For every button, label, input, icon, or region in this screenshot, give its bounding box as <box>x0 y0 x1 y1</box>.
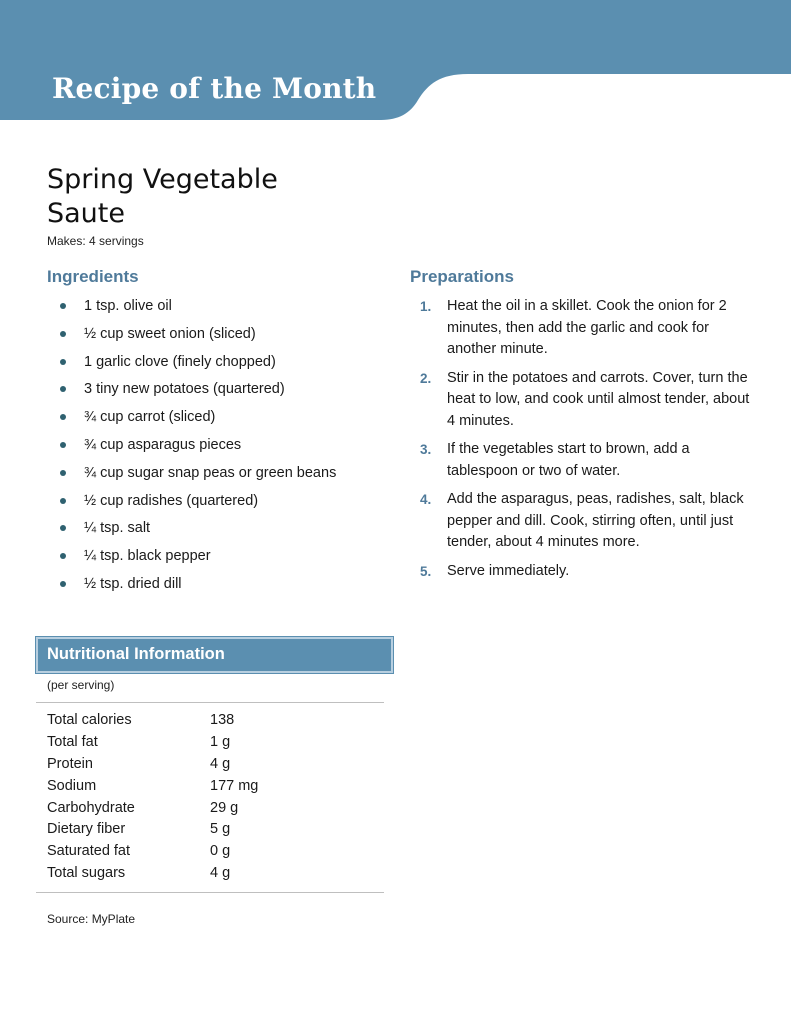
preparation-step <box>420 489 750 554</box>
nutrition-row <box>47 732 347 754</box>
nutrient-value: 177 mg <box>210 777 259 794</box>
ingredients-heading: Ingredients <box>47 267 139 286</box>
recipe-title-line1: Spring Vegetable <box>47 164 278 195</box>
ingredient-item <box>60 574 336 602</box>
source-note: Source: MyPlate <box>47 912 136 926</box>
nutrition-row <box>47 776 347 798</box>
bullet-icon <box>60 331 66 337</box>
nutrient-label: Saturated fat <box>47 843 131 860</box>
preparations-heading: Preparations <box>410 267 514 286</box>
bullet-icon <box>60 442 66 448</box>
step-text: Stir in the potatoes and carrots. Cover, turn the heat to low, and cook until almost tender, about 4 minutes. <box>447 369 750 429</box>
ingredient-item <box>60 324 336 352</box>
ingredient-text: 1 tsp. olive oil <box>84 298 172 314</box>
nutrition-row <box>47 754 347 776</box>
per-serving-note: (per serving) <box>47 678 115 692</box>
preparations-list <box>420 296 750 589</box>
nutrient-label: Total calories <box>47 712 132 728</box>
nutrient-label: Carbohydrate <box>47 799 135 816</box>
nutrition-row <box>47 819 347 841</box>
ingredient-item <box>60 435 336 463</box>
nutrient-value: 138 <box>210 712 235 728</box>
ingredient-text: ¾ cup asparagus pieces <box>84 436 242 453</box>
nutrient-value: 0 g <box>210 843 231 860</box>
step-number: 2. <box>420 370 432 386</box>
bullet-icon <box>60 359 66 365</box>
preparation-step <box>420 296 750 361</box>
nutrient-label: Protein <box>47 755 93 772</box>
step-number: 3. <box>420 442 432 457</box>
bullet-icon <box>60 581 66 587</box>
ingredient-item <box>60 491 336 519</box>
bullet-icon <box>60 386 66 392</box>
bullet-icon <box>60 498 66 504</box>
nutrition-divider-bottom <box>36 892 384 893</box>
bullet-icon <box>60 470 66 476</box>
nutrient-value: 1 g <box>210 733 231 750</box>
step-text: If the vegetables start to brown, add a tablespoon or two of water. <box>447 441 690 479</box>
nutrient-label: Total sugars <box>47 865 126 882</box>
header-banner <box>0 0 791 122</box>
nutrition-row <box>47 863 347 885</box>
nutrient-value: 29 g <box>210 799 239 816</box>
step-text: Add the asparagus, peas, radishes, salt, black pepper and dill. Cook, stirring often, until just tender, about 4 minutes more. <box>447 491 744 550</box>
ingredient-item <box>60 546 336 574</box>
step-text: Heat the oil in a skillet. Cook the onion for 2 minutes, then add the garlic and cook for another minute. <box>447 298 727 357</box>
bullet-icon <box>60 525 66 531</box>
nutrition-divider-top <box>36 702 384 703</box>
nutrition-heading: Nutritional Information <box>47 645 225 663</box>
nutrition-row <box>47 798 347 820</box>
nutrition-row <box>47 710 347 732</box>
header-title: Recipe of the Month <box>52 72 377 105</box>
ingredient-text: ¼ tsp. salt <box>84 520 151 537</box>
step-number: 5. <box>420 563 432 579</box>
bullet-icon <box>60 414 66 420</box>
ingredient-item <box>60 518 336 546</box>
bullet-icon <box>60 303 66 309</box>
ingredient-text: ¼ tsp. black pepper <box>84 548 211 565</box>
ingredient-item <box>60 352 336 380</box>
nutrient-label: Dietary fiber <box>47 821 126 838</box>
nutrient-label: Total fat <box>47 733 98 750</box>
ingredient-item <box>60 379 336 407</box>
ingredient-text: ¾ cup sugar snap peas or green beans <box>84 464 337 481</box>
step-number: 1. <box>420 299 432 314</box>
ingredient-text: 1 garlic clove (finely chopped) <box>84 353 276 370</box>
ingredient-item <box>60 407 336 435</box>
nutrient-value: 5 g <box>210 821 231 838</box>
preparation-step <box>420 368 750 433</box>
nutrient-label: Sodium <box>47 777 97 794</box>
nutrition-table <box>47 710 347 885</box>
ingredients-list <box>60 296 336 602</box>
ingredient-item <box>60 296 336 324</box>
nutrient-value: 4 g <box>210 755 231 772</box>
nutrition-row <box>47 841 347 863</box>
preparation-step <box>420 439 750 482</box>
recipe-title-line2: Saute <box>47 198 125 229</box>
recipe-title <box>47 163 347 231</box>
bullet-icon <box>60 553 66 559</box>
ingredient-item <box>60 463 336 491</box>
step-text: Serve immediately. <box>447 562 570 579</box>
ingredient-text: ¾ cup carrot (sliced) <box>84 409 216 426</box>
ingredient-text: ½ tsp. dried dill <box>84 575 182 592</box>
nutrient-value: 4 g <box>210 865 231 882</box>
preparation-step <box>420 561 750 583</box>
ingredient-text: ½ cup radishes (quartered) <box>84 492 259 509</box>
servings-text: Makes: 4 servings <box>47 234 144 248</box>
ingredient-text: 3 tiny new potatoes (quartered) <box>84 381 285 398</box>
step-number: 4. <box>420 492 432 507</box>
ingredient-text: ½ cup sweet onion (sliced) <box>84 325 256 342</box>
